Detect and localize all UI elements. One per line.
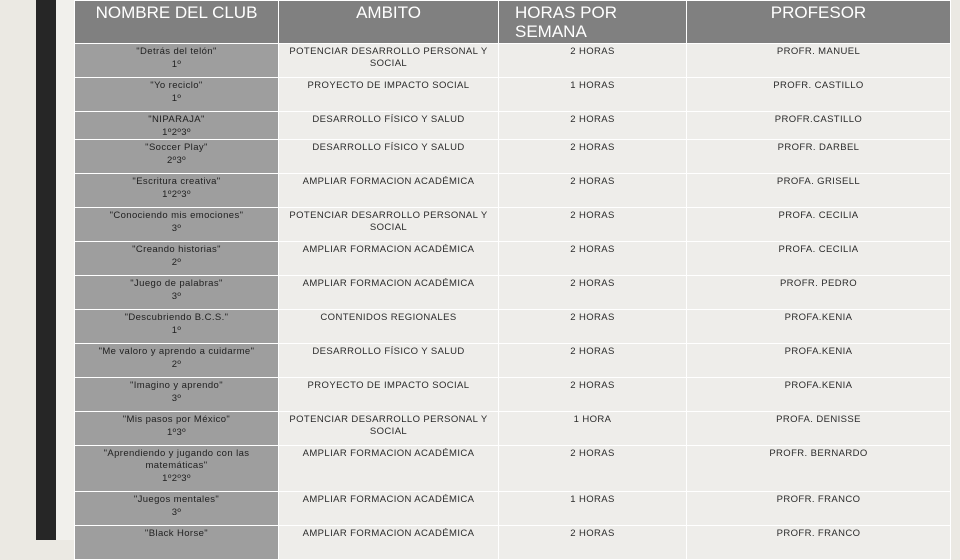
horas-cell: 1 HORAS [499, 78, 687, 112]
ambito-cell: AMPLIAR FORMACION ACADÉMICA [279, 242, 499, 276]
club-grade: 3º [171, 507, 182, 518]
club-name: "Imagino y aprendo" [129, 380, 224, 391]
club-cell [75, 78, 279, 112]
club-cell [75, 276, 279, 310]
table-row [75, 526, 951, 560]
horas-cell: 2 HORAS [499, 242, 687, 276]
header-row [75, 1, 951, 44]
table-row [75, 378, 951, 412]
club-cell [75, 526, 279, 560]
profesor-cell: PROFA. CECILIA [687, 242, 951, 276]
ambito-cell: DESARROLLO FÍSICO Y SALUD [279, 140, 499, 174]
club-cell [75, 492, 279, 526]
horas-cell: 2 HORAS [499, 344, 687, 378]
profesor-cell: PROFR. DARBEL [687, 140, 951, 174]
table-row [75, 208, 951, 242]
club-grade: 1º [171, 325, 182, 336]
left-dark-bar [36, 0, 56, 540]
table-row [75, 310, 951, 344]
table-row [75, 446, 951, 492]
left-light-bar [56, 0, 74, 540]
horas-cell: 2 HORAS [499, 276, 687, 310]
ambito-cell: AMPLIAR FORMACION ACADÉMICA [279, 446, 499, 492]
club-name: "Detrás del telón" [136, 46, 217, 57]
ambito-cell: AMPLIAR FORMACION ACADÉMICA [279, 526, 499, 560]
ambito-cell: PROYECTO DE IMPACTO SOCIAL [279, 378, 499, 412]
horas-cell: 2 HORAS [499, 526, 687, 560]
club-grade: 3º [171, 291, 182, 302]
header-horas: HORAS POR SEMANA [499, 1, 687, 44]
table-row [75, 242, 951, 276]
club-name: "Soccer Play" [145, 142, 208, 153]
table-row [75, 44, 951, 78]
table-row [75, 140, 951, 174]
club-grade: 2º [171, 359, 182, 370]
club-cell [75, 310, 279, 344]
profesor-cell: PROFA. CECILIA [687, 208, 951, 242]
club-grade: 1º [171, 93, 182, 104]
club-cell [75, 44, 279, 78]
horas-cell: 2 HORAS [499, 208, 687, 242]
ambito-cell: POTENCIAR DESARROLLO PERSONAL Y SOCIAL [279, 412, 499, 446]
club-name: "Conociendo mis emociones" [109, 210, 244, 221]
club-grade: 1º2º3º [162, 189, 191, 200]
table-row [75, 412, 951, 446]
club-cell [75, 378, 279, 412]
horas-cell: 2 HORAS [499, 378, 687, 412]
club-name: "NIPARAJA" [148, 114, 205, 125]
header-club: NOMBRE DEL CLUB [75, 1, 279, 44]
club-grade: 1º3º [166, 427, 187, 438]
club-grade: 2º [171, 257, 182, 268]
profesor-cell: PROFA.KENIA [687, 310, 951, 344]
profesor-cell: PROFR. CASTILLO [687, 78, 951, 112]
club-cell [75, 344, 279, 378]
ambito-cell: CONTENIDOS REGIONALES [279, 310, 499, 344]
table-row [75, 78, 951, 112]
table-row [75, 344, 951, 378]
club-grade: 2º3º [166, 155, 187, 166]
club-name: "Mis pasos por México" [122, 414, 231, 425]
club-grade: 3º [171, 223, 182, 234]
clubs-table [74, 0, 951, 560]
horas-cell: 2 HORAS [499, 140, 687, 174]
header-ambito: AMBITO [279, 1, 499, 44]
profesor-cell: PROFA. DENISSE [687, 412, 951, 446]
club-cell [75, 112, 279, 140]
ambito-cell: DESARROLLO FÍSICO Y SALUD [279, 344, 499, 378]
horas-cell: 2 HORAS [499, 310, 687, 344]
horas-cell: 1 HORA [499, 412, 687, 446]
table-row [75, 492, 951, 526]
club-cell [75, 242, 279, 276]
club-name: "Escritura creativa" [132, 176, 221, 187]
club-name: "Juego de palabras" [130, 278, 223, 289]
club-name: "Creando historias" [132, 244, 221, 255]
horas-cell: 2 HORAS [499, 112, 687, 140]
club-cell [75, 208, 279, 242]
table-row [75, 112, 951, 140]
profesor-cell: PROFA.KENIA [687, 344, 951, 378]
profesor-cell: PROFR. MANUEL [687, 44, 951, 78]
profesor-cell: PROFR. PEDRO [687, 276, 951, 310]
club-cell [75, 446, 279, 492]
club-name: "Black Horse" [144, 528, 209, 539]
profesor-cell: PROFR. BERNARDO [687, 446, 951, 492]
ambito-cell: POTENCIAR DESARROLLO PERSONAL Y SOCIAL [279, 44, 499, 78]
ambito-cell: AMPLIAR FORMACION ACADÉMICA [279, 492, 499, 526]
club-name: "Me valoro y aprendo a cuidarme" [98, 346, 255, 357]
ambito-cell: AMPLIAR FORMACION ACADÉMICA [279, 276, 499, 310]
profesor-cell: PROFA.KENIA [687, 378, 951, 412]
club-grade: 1º2º3º [162, 473, 191, 484]
horas-cell: 2 HORAS [499, 174, 687, 208]
profesor-cell: PROFR. FRANCO [687, 492, 951, 526]
profesor-cell: PROFR.CASTILLO [687, 112, 951, 140]
header-profesor: PROFESOR [687, 1, 951, 44]
club-grade: 1º [171, 59, 182, 70]
table-row [75, 174, 951, 208]
horas-cell: 2 HORAS [499, 446, 687, 492]
club-name: "Descubriendo B.C.S." [124, 312, 229, 323]
club-grade: 3º [171, 393, 182, 404]
horas-cell: 1 HORAS [499, 492, 687, 526]
ambito-cell: POTENCIAR DESARROLLO PERSONAL Y SOCIAL [279, 208, 499, 242]
ambito-cell: PROYECTO DE IMPACTO SOCIAL [279, 78, 499, 112]
club-cell [75, 412, 279, 446]
club-name: "Yo reciclo" [150, 80, 203, 91]
profesor-cell: PROFR. FRANCO [687, 526, 951, 560]
profesor-cell: PROFA. GRISELL [687, 174, 951, 208]
ambito-cell: AMPLIAR FORMACION ACADÉMICA [279, 174, 499, 208]
club-name: "Juegos mentales" [133, 494, 220, 505]
ambito-cell: DESARROLLO FÍSICO Y SALUD [279, 112, 499, 140]
club-grade: 1º2º3º [162, 127, 191, 138]
table-row [75, 276, 951, 310]
horas-cell: 2 HORAS [499, 44, 687, 78]
club-cell [75, 140, 279, 174]
club-name: "Aprendiendo y jugando con las matemáticas" [103, 448, 250, 471]
club-cell [75, 174, 279, 208]
